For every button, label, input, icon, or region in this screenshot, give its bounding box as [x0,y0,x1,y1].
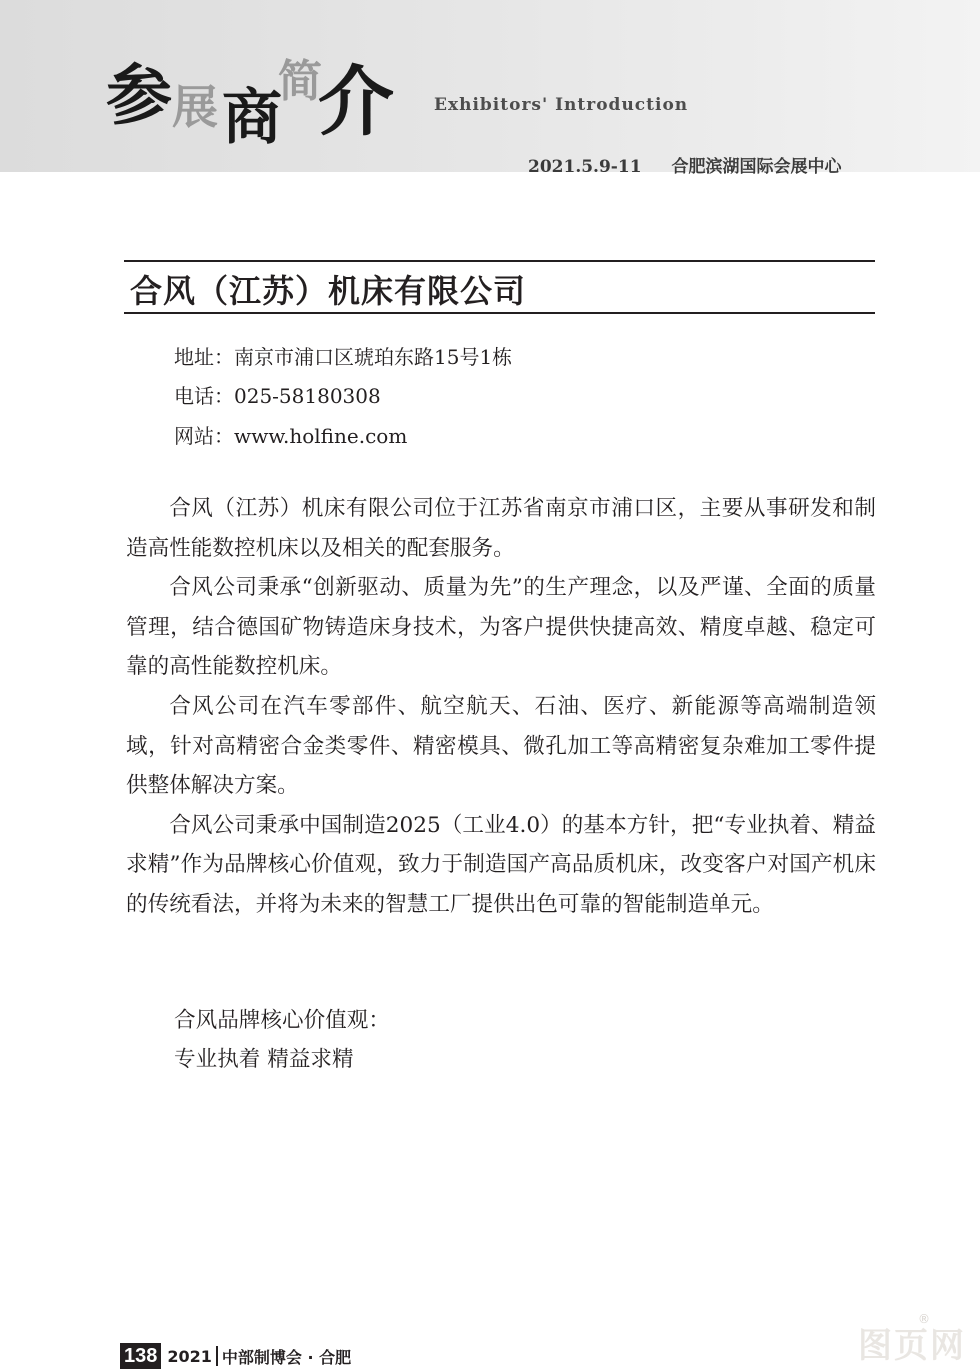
page-number: 138 [120,1343,161,1369]
description-paragraph: 合风（江苏）机床有限公司位于江苏省南京市浦口区，主要从事研发和制造高性能数控机床以及相关的配套服务。 [126,496,876,561]
company-title-rule-top [124,260,875,262]
description-paragraph: 合风公司秉承中国制造2025（工业4.0）的基本方针，把“专业执着、精益求精”作为品牌核心价值观，致力于制造国产高品质机床，改变客户对国产机床的传统看法，并将为未来的智慧工厂提供出色可靠的智能制造单元。 [126,812,876,917]
title-char-zhan: 展 [172,80,218,134]
title-char-can: 参 [106,56,172,134]
registered-mark: ® [918,1312,930,1326]
description-paragraph: 合风公司秉承“创新驱动、质量为先”的生产理念，以及严谨、全面的质量管理，结合德国矿物铸造床身技术，为客户提供快捷高效、精度卓越、稳定可靠的高性能数控机床。 [126,575,876,680]
contact-address: 地址：南京市浦口区琥珀东路15号1栋 [174,345,513,369]
company-name: 合风（江苏）机床有限公司 [130,272,527,310]
footer-year: 2021 [167,1346,212,1366]
event-venue: 合肥滨湖国际会展中心 [671,157,842,177]
title-char-shang: 商 [222,83,282,153]
page-footer [120,1343,351,1369]
company-description [126,489,876,925]
footer-divider [216,1346,218,1366]
title-char-jie: 介 [318,57,394,146]
brand-values: 专业执着 精益求精 [174,1047,354,1072]
footer-event: 中部制博会 · 合肥 [221,1347,352,1367]
title-char-jian: 简 [278,56,322,107]
section-title-english: Exhibitors' Introduction [434,95,689,115]
event-date: 2021.5.9-11 [528,157,642,177]
brand-values-label: 合风品牌核心价值观： [174,1008,390,1033]
contact-phone: 电话：025-58180308 [174,384,381,408]
description-paragraph: 合风公司在汽车零部件、航空航天、石油、医疗、新能源等高端制造领域，针对高精密合金类零件、精密模具、微孔加工等高精密复杂难加工零件提供整体解决方案。 [126,693,876,799]
contact-website: 网站：www.holfine.com [174,424,408,448]
event-date-venue [528,152,842,177]
watermark-logo: 图页网 [858,1326,966,1366]
company-title-rule-bottom [124,312,875,314]
